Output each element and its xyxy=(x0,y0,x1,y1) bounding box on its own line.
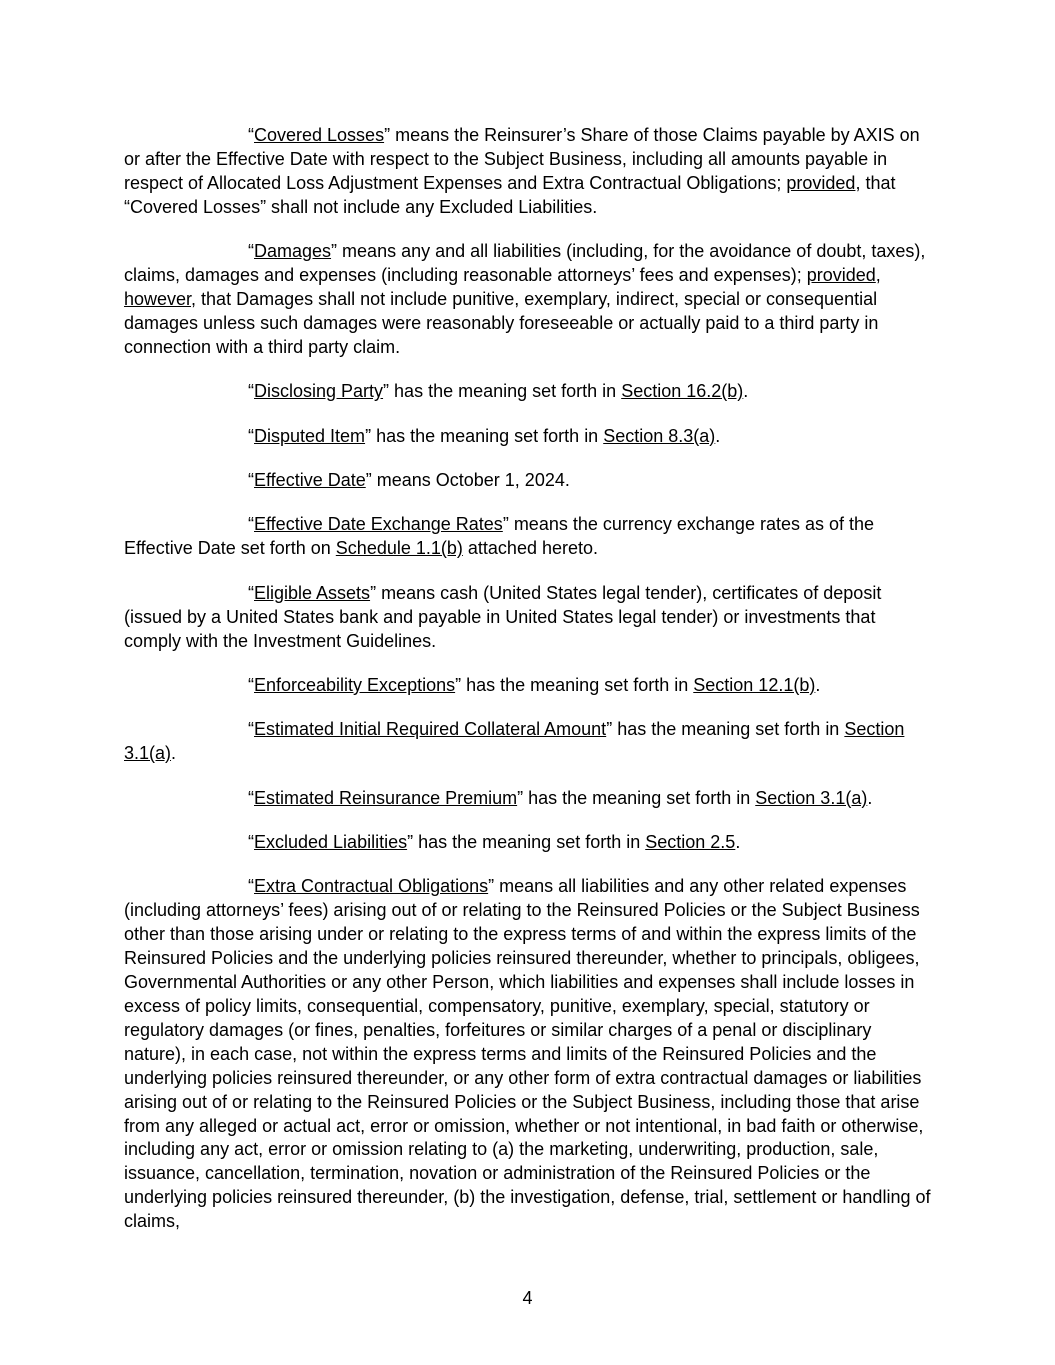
definition-covered-losses: “Covered Losses” means the Reinsurer’s Share of those Claims payable by AXIS on or after the Effective Date with respect to the Subject Business, including all amounts payable in respect of Allocated Loss Adjustment Expenses and Extra Contractual Obligations; provided, that “Covered Losses” shall not include any Excluded Liabilities. xyxy=(124,125,920,217)
definition-effective-date-exchange-rates: “Effective Date Exchange Rates” means the currency exchange rates as of the Effective Date set forth on Schedule 1.1(b) attached hereto. xyxy=(124,514,875,559)
page-number: 4 xyxy=(522,1288,533,1308)
emphasis-term: provided xyxy=(786,172,856,193)
defined-term: Enforceability Exceptions xyxy=(254,674,456,695)
definition-excluded-liabilities: “Excluded Liabilities” has the meaning set forth in Section 2.5. xyxy=(248,832,741,853)
defined-term: Damages xyxy=(254,241,332,262)
definition-eligible-assets: “Eligible Assets” means cash (United States legal tender), certificates of deposit (issued by a United States bank and payable in United States legal tender) or investments that comply with the Investment Guidelines. xyxy=(124,582,882,651)
defined-term: Eligible Assets xyxy=(254,582,371,603)
section-reference: Section 3.1(a) xyxy=(124,719,905,764)
defined-term: Estimated Reinsurance Premium xyxy=(254,787,518,808)
section-reference: Section 8.3(a) xyxy=(603,425,716,446)
definition-effective-date: “Effective Date” means October 1, 2024. xyxy=(248,469,570,490)
defined-term: Effective Date xyxy=(254,469,366,490)
defined-term: Extra Contractual Obligations xyxy=(254,876,489,897)
section-reference: Section 16.2(b) xyxy=(621,381,744,402)
definition-disputed-item: “Disputed Item” has the meaning set forth in Section 8.3(a). xyxy=(248,425,721,446)
emphasis-term: provided xyxy=(806,265,876,286)
defined-term: Disputed Item xyxy=(254,425,366,446)
definition-estimated-reinsurance-premium: “Estimated Reinsurance Premium” has the meaning set forth in Section 3.1(a). xyxy=(248,787,873,808)
definition-extra-contractual-obligations: “Extra Contractual Obligations” means all liabilities and any other related expenses (including attorneys’ fees) arising out of or relating to the Reinsured Policies or the Subject Business other than those arising under or relating to the express terms of and within the express limits of the Reinsured Policies and the underlying policies reinsured thereunder, whether to principals, obligees, Governmental Authorities or any other Person, which liabilities and expenses shall include losses in excess of policy limits, consequential, compensatory, punitive, exemplary, special, statutory or regulatory damages (or fines, penalties, forfeitures or similar charges of a penal or disciplinary nature), in each case, not within the express terms and limits of the Reinsured Policies and the underlying policies reinsured thereunder, or any other form of extra contractual damages or liabilities arising out of or relating to the Reinsured Policies or the Subject Business, including those that arise from any alleged or actual act, error or omission, whether or not intentional, in bad faith or otherwise, including any act, error or omission relating to (a) the marketing, underwriting, production, sale, issuance, cancellation, termination, novation or administration of the Reinsured Policies or the underlying policies reinsured thereunder, (b) the investigation, defense, trial, settlement or handling of claims, xyxy=(124,876,931,1232)
section-reference: Section 12.1(b) xyxy=(693,674,816,695)
defined-term: Excluded Liabilities xyxy=(254,832,408,853)
defined-term: Effective Date Exchange Rates xyxy=(254,514,503,535)
definition-estimated-initial-required-collateral-amount: “Estimated Initial Required Collateral Amount” has the meaning set forth in Section 3.1(a). xyxy=(124,719,905,764)
definition-damages: “Damages” means any and all liabilities (including, for the avoidance of doubt, taxes), claims, damages and expenses (including reasonable attorneys’ fees and expenses); provided, however, that Damages shall not include punitive, exemplary, indirect, special or consequential damages unless such damages were reasonably foreseeable or actually paid to a third party in connection with a third party claim. xyxy=(124,241,926,357)
document-body xyxy=(124,124,934,1255)
section-reference: Section 2.5 xyxy=(645,832,736,853)
section-reference: Section 3.1(a) xyxy=(755,787,868,808)
definition-disclosing-party: “Disclosing Party” has the meaning set forth in Section 16.2(b). xyxy=(248,381,749,402)
definition-enforceability-exceptions: “Enforceability Exceptions” has the meaning set forth in Section 12.1(b). xyxy=(248,674,821,695)
defined-term: Disclosing Party xyxy=(254,381,384,402)
defined-term: Estimated Initial Required Collateral Amount xyxy=(254,719,607,740)
emphasis-term: however xyxy=(124,288,192,309)
defined-term: Covered Losses xyxy=(254,125,385,145)
schedule-reference: Schedule 1.1(b) xyxy=(335,538,463,559)
